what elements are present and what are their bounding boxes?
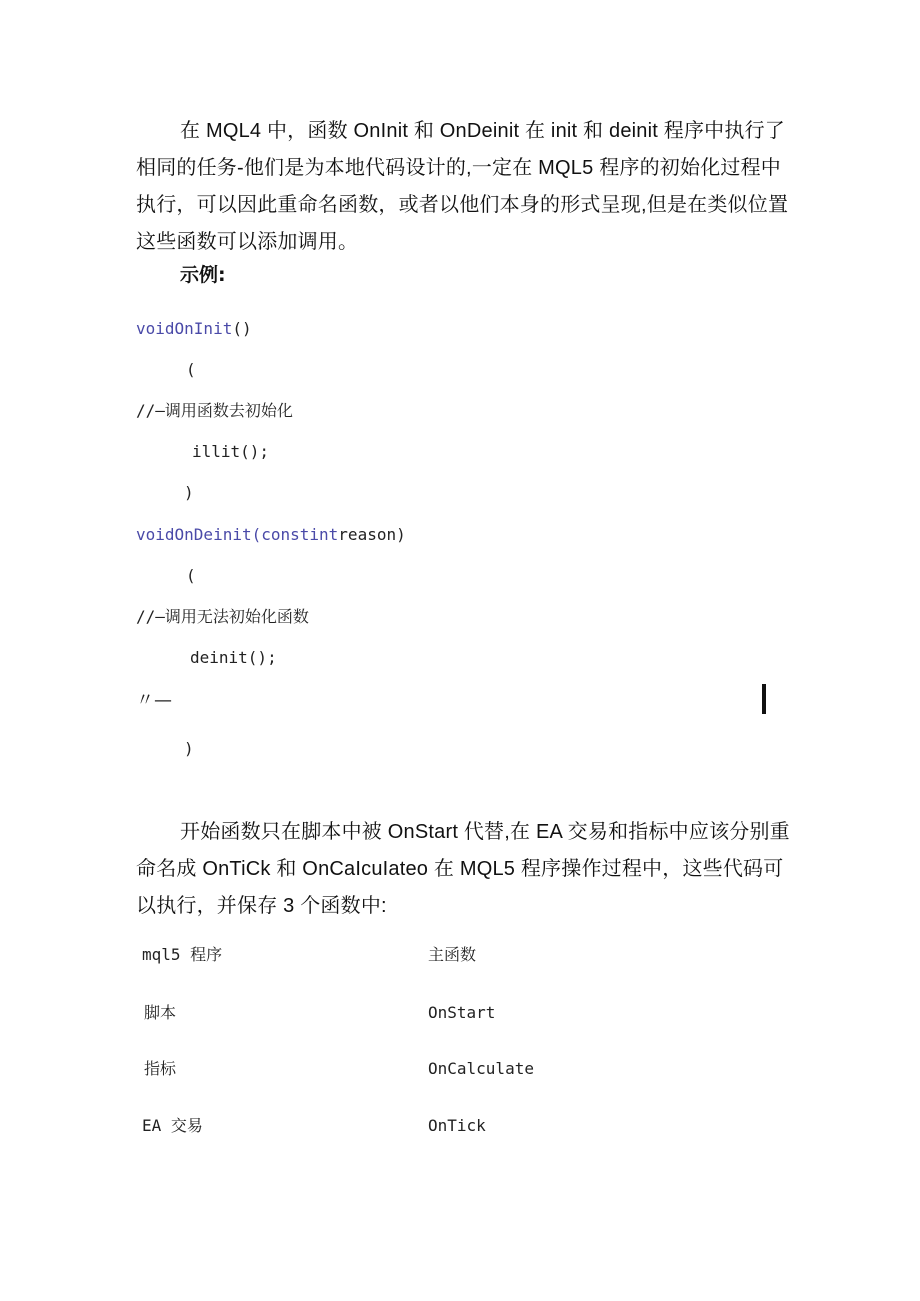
table-header-program: mql5 程序 — [142, 945, 223, 964]
second-paragraph: 开始函数只在脚本中被 OnStart 代替,在 EA 交易和指标中应该分别重命名成 OnTiCk 和 OnCaIcuIateo 在 MQL5 程序操作过程中，这些代码可以执行，并保存 3 个函数中: — [136, 821, 790, 917]
code-brace-close-2: ) — [184, 739, 194, 758]
code-comment-1: //—调用函数去初始化 — [136, 401, 293, 420]
code-brace-close-1: ) — [184, 483, 194, 502]
table-cell: EA 交易 — [142, 1116, 203, 1135]
intro-paragraph: 在 MQL4 中，函数 OnInit 和 OnDeinit 在 init 和 deinit 程序中执行了相同的任务-他们是为本地代码设计的,一定在 MQL5 程序的初始化过程中执行，可以因此重命名函数，或者以他们本身的形式呈现,但是在类似位置这些函数可以添加调用。 — [136, 120, 789, 253]
code-call-2: deinit(); — [190, 648, 277, 667]
code-call-1: illit(); — [192, 442, 270, 461]
code-ondeinit-rest: reason) — [338, 525, 406, 544]
table-cell: OnTick — [428, 1116, 486, 1135]
table-cell: 指标 — [144, 1059, 177, 1078]
code-brace-open-1: ( — [186, 360, 196, 379]
table-cell: OnCalculate — [428, 1059, 534, 1078]
cursor-bar — [762, 684, 766, 714]
table-cell: OnStart — [428, 1003, 496, 1022]
code-ondeinit-keyword: voidOnDeinit(constint — [136, 525, 339, 544]
code-comment-3: 〃— — [136, 690, 172, 711]
code-comment-2: //—调用无法初始化函数 — [136, 607, 309, 626]
example-heading: 示例: — [180, 264, 226, 286]
code-line-ondeinit — [136, 524, 406, 546]
table-cell: 脚本 — [144, 1003, 177, 1022]
code-brace-open-2: ( — [186, 566, 196, 585]
code-oninit-paren: () — [232, 319, 252, 338]
code-oninit-keyword: voidOnInit — [136, 319, 233, 338]
table-header-main-function: 主函数 — [428, 945, 477, 964]
code-line-oninit — [136, 318, 252, 340]
